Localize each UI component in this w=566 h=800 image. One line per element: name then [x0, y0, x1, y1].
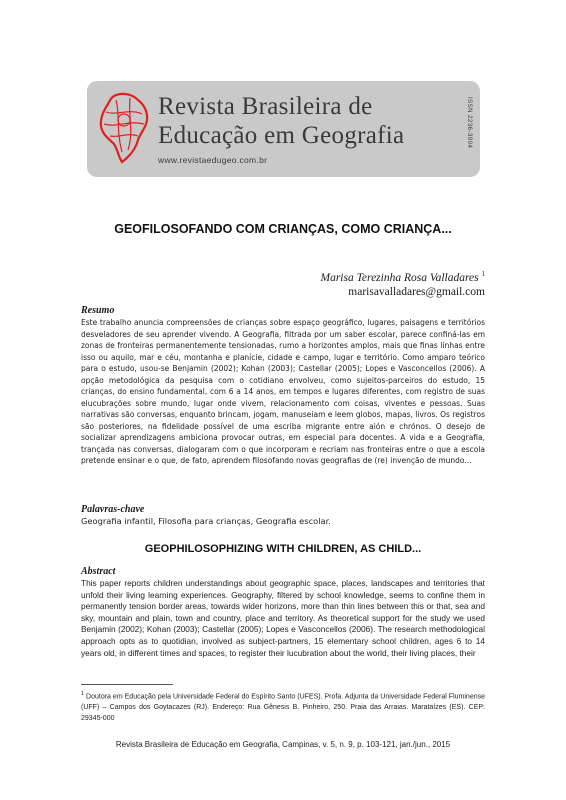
palavras-chave-text: Geografia infantil, Filosofia para crianças, Geografia escolar. [81, 516, 331, 526]
author-footnote-mark[interactable]: 1 [481, 270, 485, 278]
journal-title-line1: Revista Brasileira de [158, 93, 373, 120]
author-name: Marisa Terezinha Rosa Valladares [320, 271, 479, 284]
journal-title-line2: Educação em Geografia [158, 122, 405, 149]
palavras-chave-label: Palavras-chave [81, 504, 145, 515]
abstract-label: Abstract [81, 566, 116, 577]
english-title: GEOPHILOSOPHIZING WITH CHILDREN, AS CHILD... [144, 543, 422, 555]
resumo-text: Este trabalho anuncia compreensões de crianças sobre espaço geográfico, lugares, paisagens e territórios desveladores de seu aprender vivendo. A Geografia, filtrada por um saber escolar, parece confiná-las em zonas de fronteiras permanentemente tensionadas, rumo a horizontes amplos, mais que finas linhas entre isso ou aquilo, mar e céu, montanha e planície, cidade e campo, lugar e território. Como amparo teórico para o estudo, usou-se Benjamin (2002); Kohan (2003); Castellar (2005); Lopes e Vasconcellos (2006). A opção metodológica da pesquisa com o cotidiano envolveu, como sujeitos-parceiros do estudo, 15 crianças, do ensino fundamental, com 6 a 14 anos, em tempos e lugares diferentes, com registro de suas elucubrações sobre mundo, lugar onde vivem, relacionamento com coisas, viventes e pessoas. Suas narrativas são conversas, enquanto brincam, jogam, manuseiam e leem globos, mapas, livros. Os registros são posteriores, na fidelidade possível de uma escriba migrante entre aión e chrónos. O desejo de socializar aprendizagens ambiciona provocar outras, em especial para docentes. A vida e a Geografia, trançada nas conversas, dialogaram com o que incorporam e recriam nas fronteiras entre o que a escola pretende ensinar e o que, de fato, aprendem filosofando novas geografias de (re) invenção de mundo... [81, 318, 485, 465]
issn-label: ISSN 2236-3904 [466, 97, 472, 149]
journal-title [158, 92, 458, 150]
footnote-divider [81, 684, 173, 685]
footnote [81, 689, 485, 725]
footnote-mark: 1 [81, 691, 85, 697]
journal-url[interactable]: www.revistaedugeo.com.br [158, 155, 268, 165]
article-title: GEOFILOSOFANDO COM CRIANÇAS, COMO CRIANÇA... [114, 222, 452, 236]
brazil-map-logo-icon [96, 90, 151, 166]
footnote-text: Doutora em Educação pela Universidade Federal do Espírito Santo (UFES). Profa. Adjunta da Universidade Federal Fluminense (UFF) – Campos dos Goytacazes (RJ). Endereço: Rua Gênesis B. Pinheiro, 250. Praia das Arraias. Marataízes (ES). CEP: 29345-000 [81, 693, 485, 722]
resumo-label: Resumo [81, 305, 115, 316]
author-block [320, 267, 485, 299]
abstract-text: This paper reports children understandings about geographic space, places, landscapes and territories that unfold their living learning experiences. Geography, filtered by school knowledge, seems to confine them in permanently tension border areas, towards wider horizons, more than thin lines between this or that, sea and sky, mountain and plain, town and country, place and territory. As theoretical support for the study we used Benjamin (2002); Kohan (2003); Castellar (2005); Lopes e Vasconcellos (2006). The research methodological approach opts as to quotidian, involved as subject-partners, 15 elementary school children, ages 6 to 14 years old, in different times and spaces, to register their lucubration about the world, their living places, their [81, 578, 485, 658]
author-email[interactable]: marisavalladares@gmail.com [348, 285, 485, 298]
page-footer-citation: Revista Brasileira de Educação em Geografia, Campinas, v. 5, n. 9, p. 103-121, jan./jun., 2015 [115, 740, 451, 749]
